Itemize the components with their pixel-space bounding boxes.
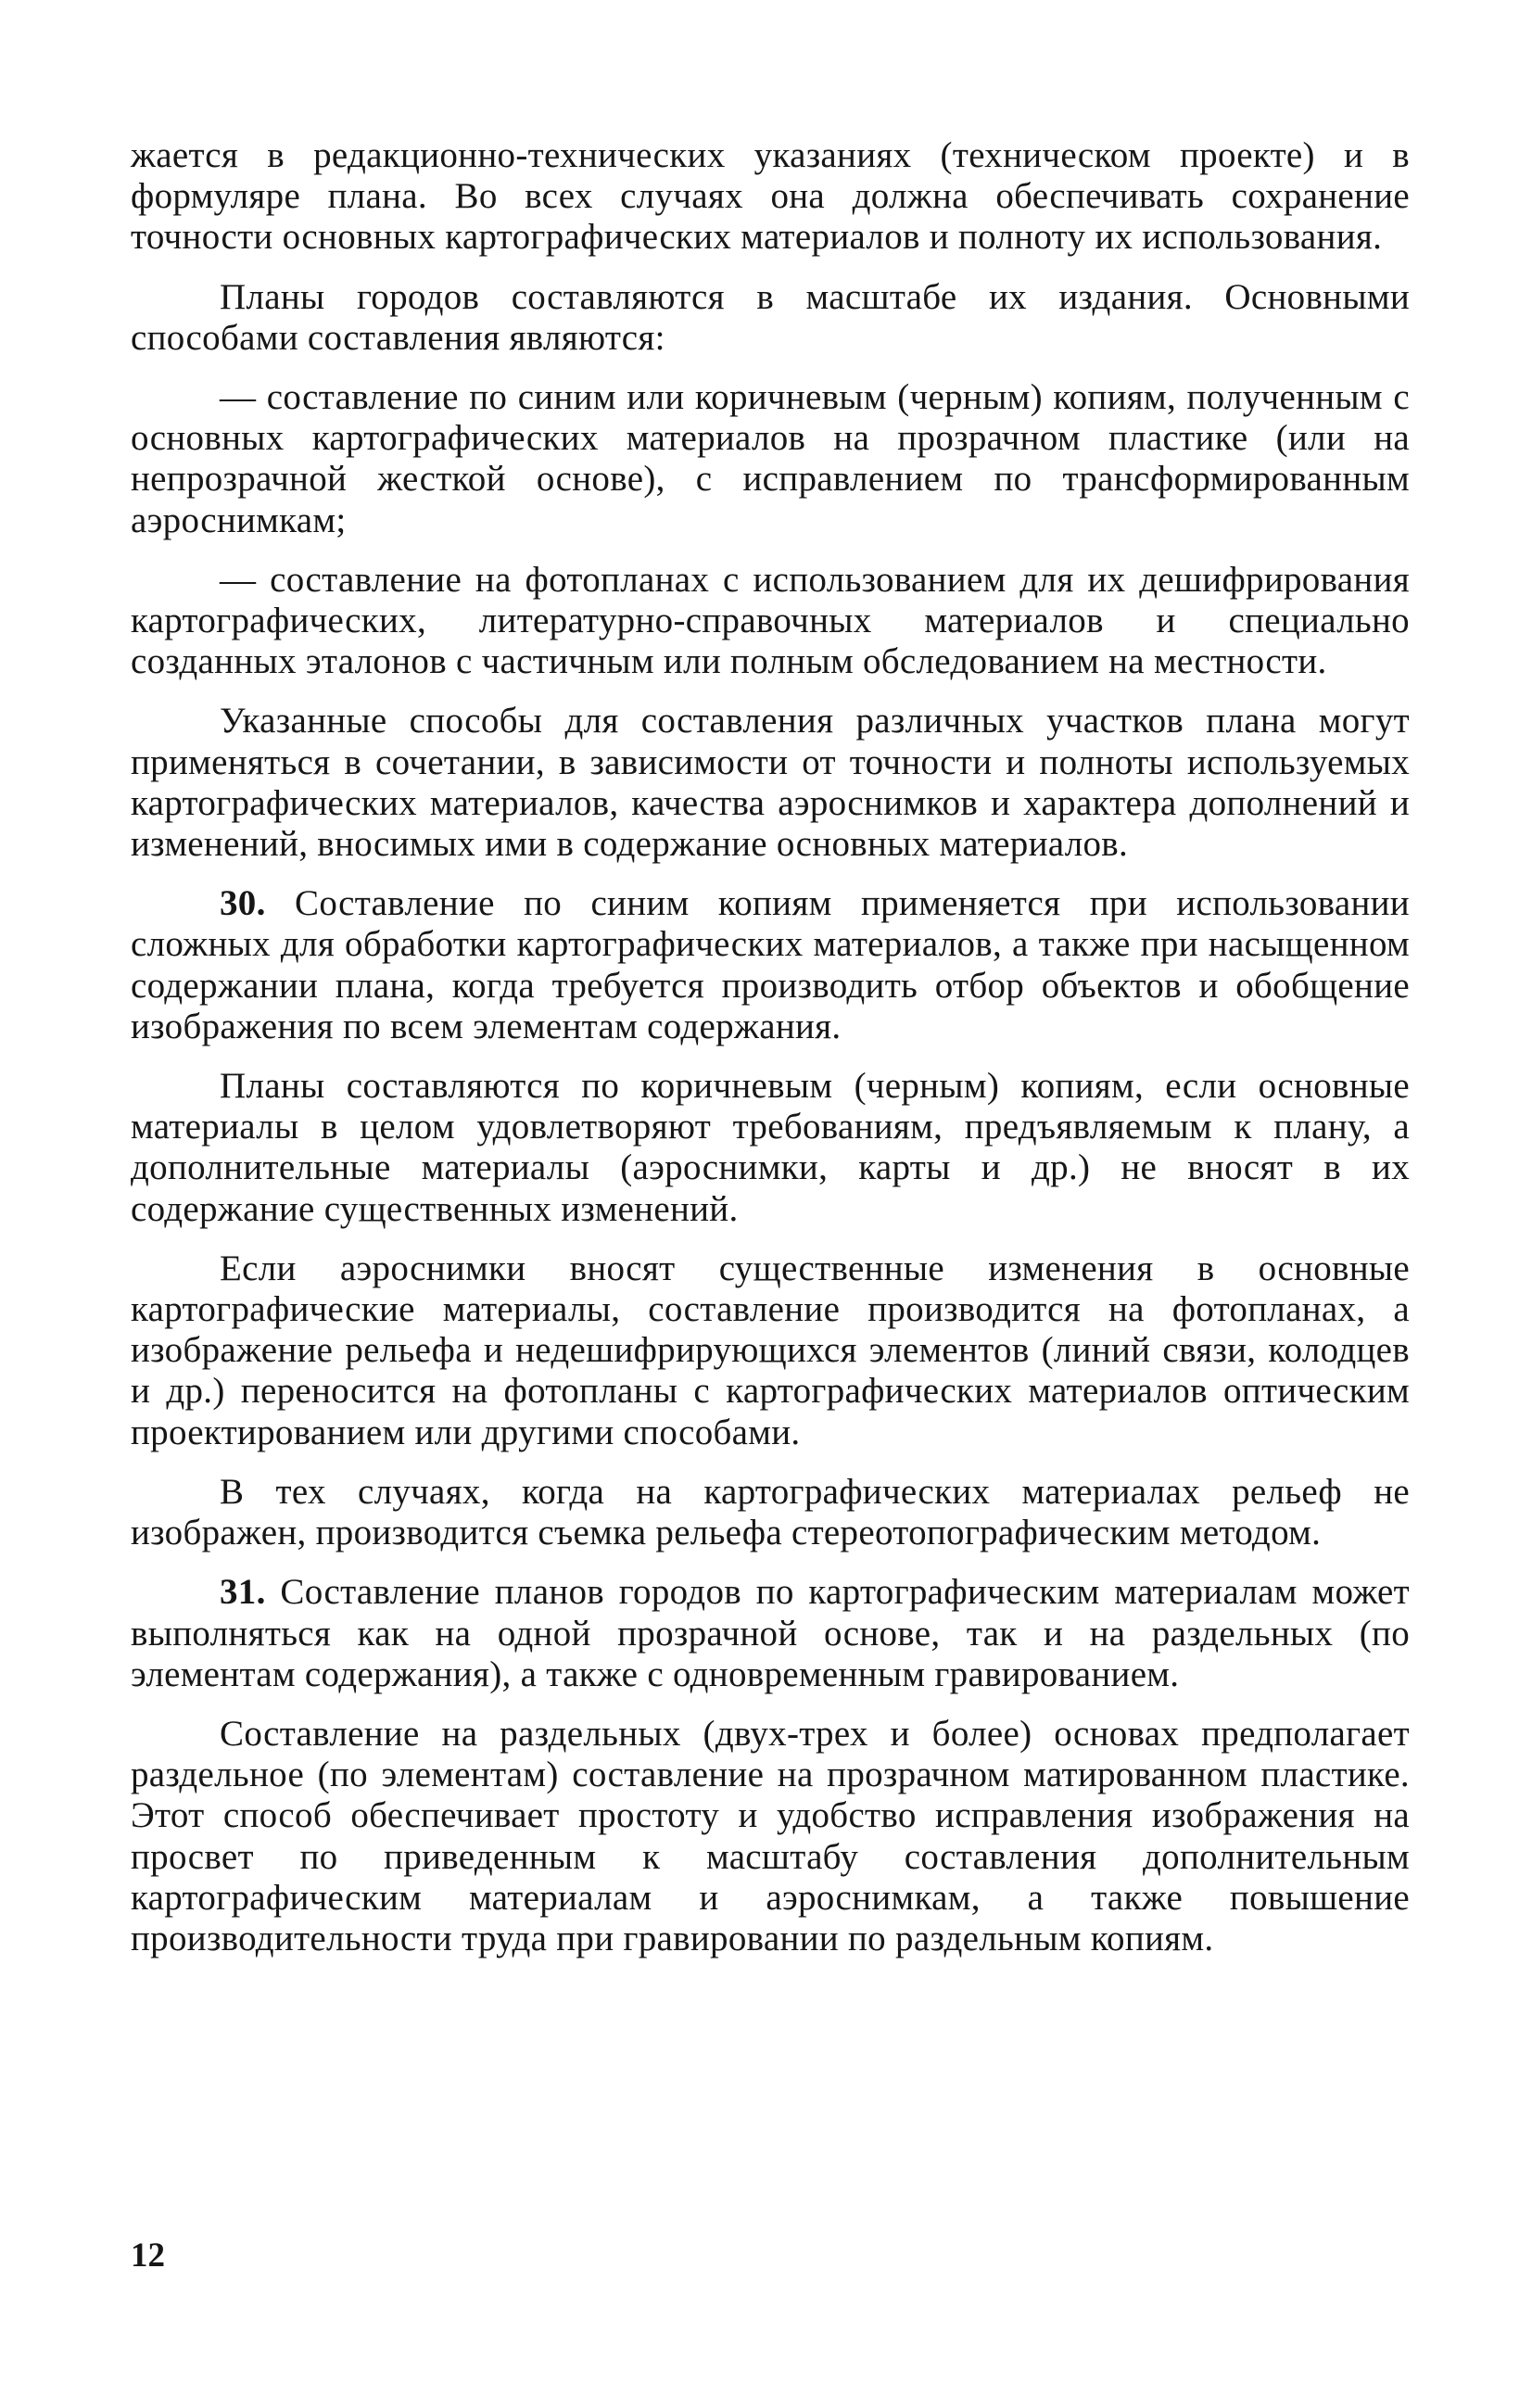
paragraph-text: Составление планов городов по картографическим материалам может выполняться как на одной прозрачной основе, так и на раздельных (по элементам содержания), а также с одновременным гравированием.	[131, 1572, 1410, 1694]
paragraph-separate-bases	[131, 1714, 1410, 1959]
paragraph-text: В тех случаях, когда на картографических материалах рельеф не изображен, производится съемка рельефа стереотопографическим методом.	[131, 1471, 1410, 1553]
paragraph-continuation	[131, 135, 1410, 259]
paragraph-text: Составление на раздельных (двух-трех и более) основах предполагает раздельное (по элементам) составление на прозрачном матированном пластике. Этот способ обеспечивает простоту и удобство исправления изображения на просвет по приведенным к масштабу составления дополнительным картографическим материалам и аэроснимкам, а также повышение производительности труда при гравировании по раздельным копиям.	[131, 1713, 1410, 1958]
paragraph-text: Составление по синим копиям применяется при использовании сложных для обработки картографических материалов, а также при насыщенном содержании плана, когда требуется производить отбор объектов и обобщение изображения по всем элементам содержания.	[131, 883, 1410, 1046]
paragraph-city-plans-scale	[131, 277, 1410, 359]
paragraph-text: — составление на фотопланах с использованием для их дешифрирования картографических, литературно-справочных материалов и специально созданных эталонов с частичным или полным обследованием на местности.	[131, 559, 1410, 682]
paragraph-brown-copies	[131, 1066, 1410, 1230]
paragraph-text: жается в редакционно-технических указаниях (техническом проекте) и в формуляре плана. Во всех случаях она должна обеспечивать сохранение точности основных картографических материалов и полноту их использования.	[131, 135, 1410, 258]
section-number: 31.	[220, 1572, 266, 1613]
paragraph-combined-methods	[131, 701, 1410, 865]
paragraph-text: Если аэроснимки вносят существенные изменения в основные картографические материалы, составление производится на фотопланах, а изображение рельефа и недешифрирующихся элементов (линий связи, колодцев и др.) переносится на фотопланы с картографических материалов оптическим проектированием или другими способами.	[131, 1248, 1410, 1452]
paragraph-text: Указанные способы для составления различных участков плана могут применяться в сочетании, в зависимости от точности и полноты используемых картографических материалов, качества аэроснимков и характера дополнений и изменений, вносимых ими в содержание основных материалов.	[131, 701, 1410, 865]
paragraph-section-31	[131, 1572, 1410, 1695]
paragraph-aerial-changes	[131, 1248, 1410, 1453]
paragraph-relief-survey	[131, 1472, 1410, 1553]
document-page	[131, 135, 1410, 1978]
section-number: 30.	[220, 883, 266, 924]
paragraph-method-copies	[131, 377, 1410, 541]
paragraph-text: — составление по синим или коричневым (черным) копиям, полученным с основных картографических материалов на прозрачном пластике (или на непрозрачной жесткой основе), с исправлением по трансформированным аэроснимкам;	[131, 377, 1410, 540]
paragraph-method-photoplans	[131, 560, 1410, 683]
paragraph-section-30	[131, 883, 1410, 1047]
paragraph-text: Планы городов составляются в масштабе их издания. Основными способами составления являются:	[131, 276, 1410, 358]
paragraph-text: Планы составляются по коричневым (черным) копиям, если основные материалы в целом удовлетворяют требованиям, предъявляемым к плану, а дополнительные материалы (аэроснимки, карты и др.) не вносят в их содержание существенных изменений.	[131, 1066, 1410, 1229]
page-number: 12	[131, 2237, 165, 2275]
